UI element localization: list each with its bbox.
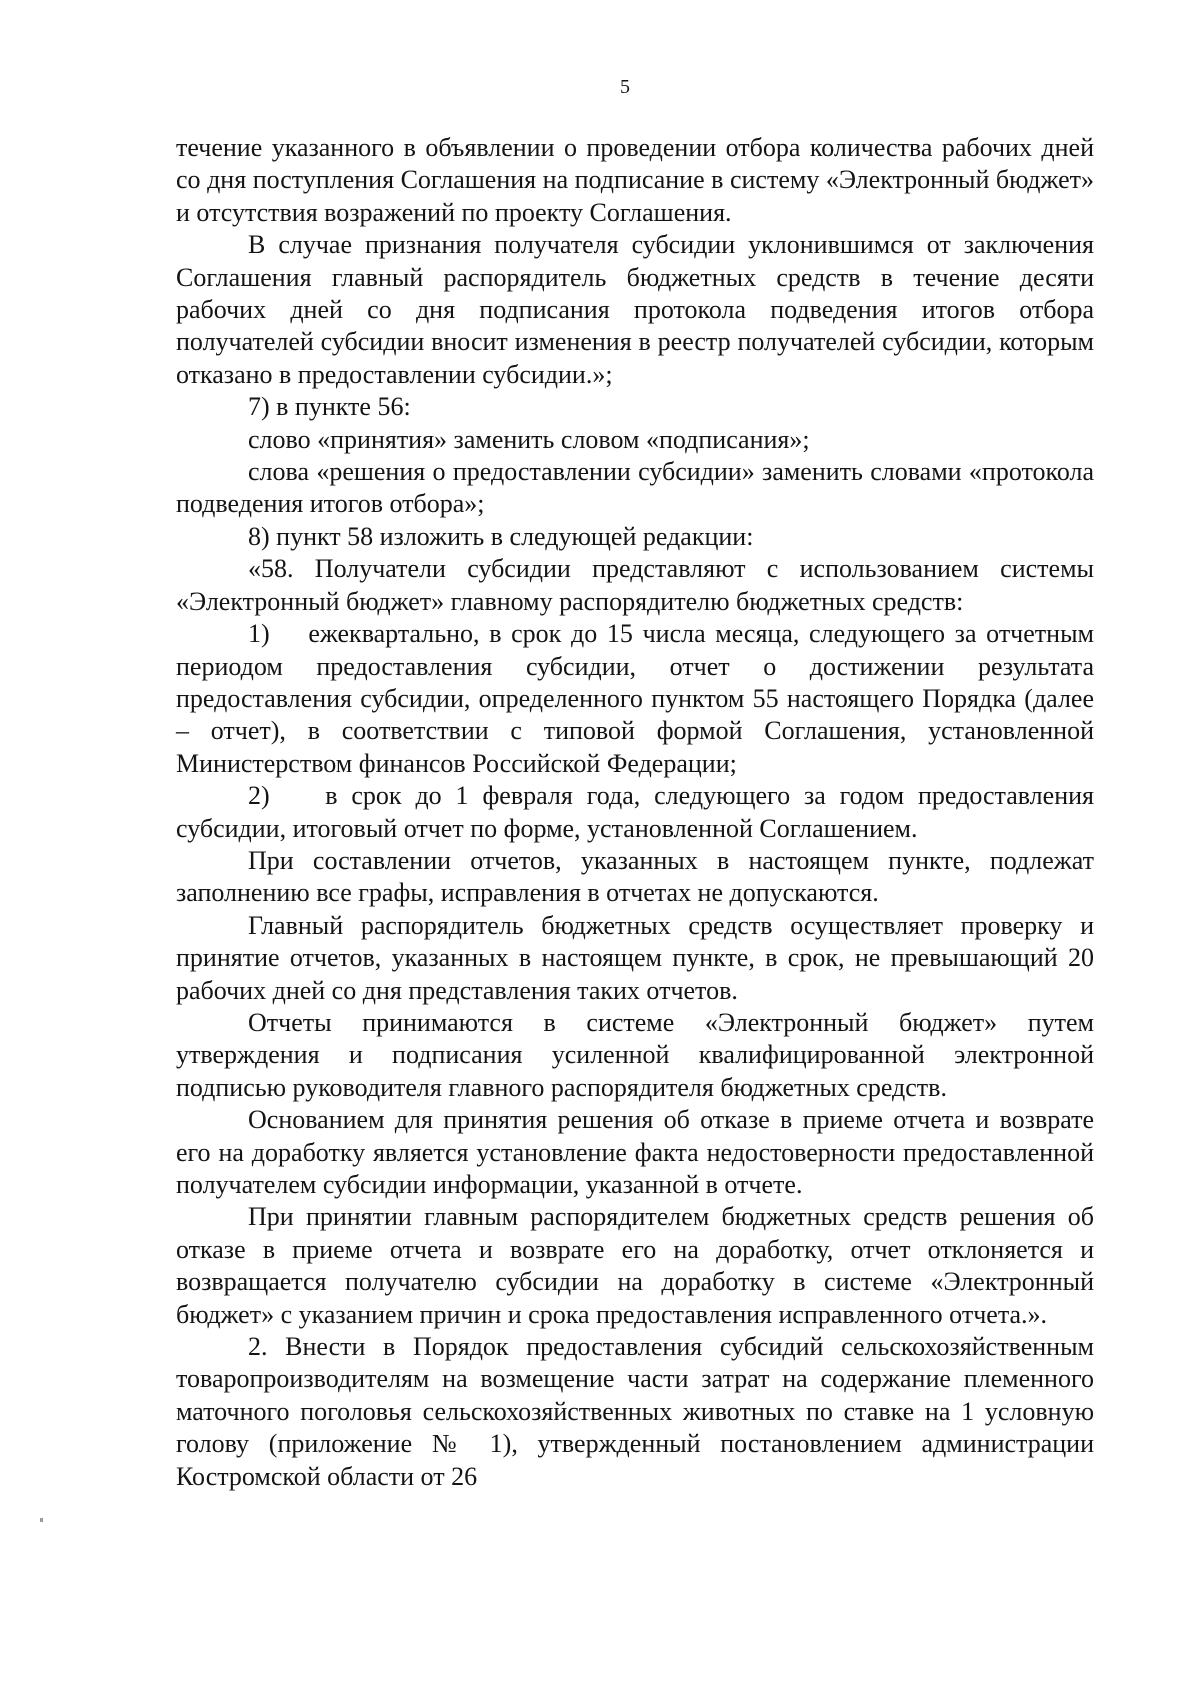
paragraph-continuation: течение указанного в объявлении о проведении отбора количества рабочих дней со дня поступления Соглашения на подписание в систему «Электронный бюджет» и отсутствия возражений по проекту Соглашения. [176, 133, 1094, 227]
page-number: 5 [620, 76, 630, 98]
paragraph-reports-filling: При составлении отчетов, указанных в настоящем пункте, подлежат заполнению все графы, исправления в отчетах не допускаются. [176, 845, 1094, 908]
paragraph-evasion-case: В случае признания получателя субсидии уклонившимся от заключения Соглашения главный распорядитель бюджетных средств в течение десяти рабочих дней со дня подписания протокола подведения итогов отбора получателей субсидии вносит изменения в реестр получателей субсидии, которым отказано в предоставлении субсидии.»; [176, 230, 1094, 389]
paragraph-refusal-grounds: Основанием для принятия решения об отказе в приеме отчета и возврате его на доработку является установление факта недостоверности предоставленной получателем субсидии информации, указанной в отчете. [176, 1105, 1094, 1199]
paragraph-reports-check: Главный распорядитель бюджетных средств осуществляет проверку и принятие отчетов, указанных в настоящем пункте, в срок, не превышающий 20 рабочих дней со дня представления таких отчетов. [176, 910, 1094, 1005]
document-body [176, 132, 1101, 1493]
scan-speck [40, 1518, 43, 1522]
paragraph-refusal-procedure: При принятии главным распорядителем бюджетных средств решения об отказе в приеме отчета и возврате его на доработку, отчет отклоняется и возвращается получателю субсидии на доработку в системе «Электронный бюджет» с указанием причин и срока предоставления исправленного отчета.». [176, 1202, 1094, 1329]
paragraph-clause-58-2: 2) в срок до 1 февраля года, следующего за годом предоставления субсидии, итоговый отчет по форме, установленной Соглашением. [176, 781, 1101, 843]
paragraph-item-8: 8) пункт 58 изложить в следующей редакции: [248, 521, 754, 551]
paragraph-reports-acceptance: Отчеты принимаются в системе «Электронный бюджет» путем утверждения и подписания усиленной квалифицированной электронной подписью руководителя главного распорядителя бюджетных средств. [176, 1007, 1094, 1102]
paragraph-clause-58: «58. Получатели субсидии представляют с использованием системы «Электронный бюджет» главному распорядителю бюджетных средств: [176, 554, 1094, 616]
paragraph-item-7: 7) в пункте 56: [248, 392, 411, 422]
paragraph-item-7-words: слова «решения о предоставлении субсидии» заменить словами «протокола подведения итогов отбора»; [176, 457, 1094, 519]
paragraph-clause-58-1: 1) ежеквартально, в срок до 15 числа месяца, следующего за отчетным периодом предоставления субсидии, отчет о достижении результата предоставления субсидии, определенного пунктом 55 настоящего Порядка (далее – отчет), в соответствии с типовой формой Соглашения, установленной Министерством финансов Российской Федерации; [176, 619, 1101, 778]
paragraph-section-2: 2. Внести в Порядок предоставления субсидий сельскохозяйственным товаропроизводителям на возмещение части затрат на содержание племенного маточного поголовья сельскохозяйственных животных по ставке на 1 условную голову (приложение № 1), утвержденный постановлением администрации Костромской области от 26 [176, 1332, 1094, 1491]
paragraph-item-7-word: слово «принятия» заменить словом «подписания»; [248, 424, 810, 454]
